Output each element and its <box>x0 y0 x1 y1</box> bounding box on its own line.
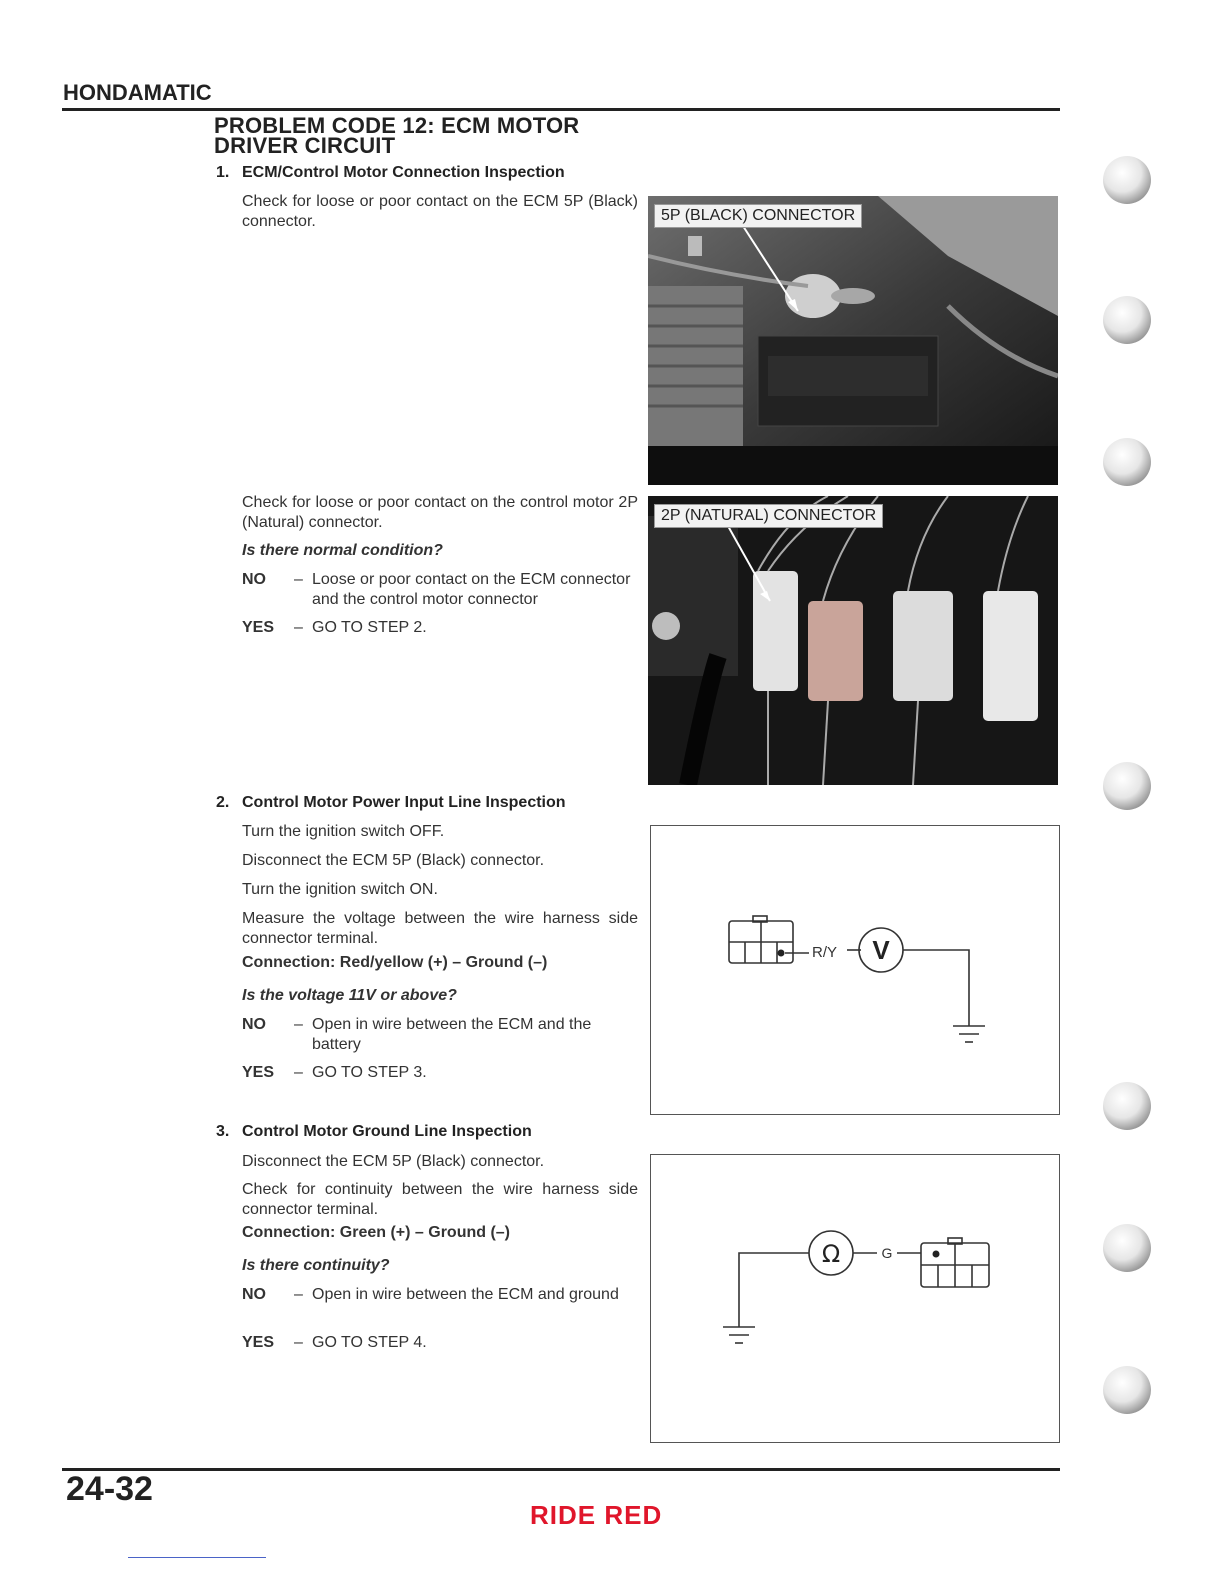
problem-title-line2: DRIVER CIRCUIT <box>214 133 396 158</box>
footer-brand-logo: RIDE RED <box>530 1500 663 1530</box>
photo-ecm-connector-image <box>648 196 1058 485</box>
problem-title <box>214 113 634 158</box>
binder-hole-icon <box>1103 762 1151 810</box>
photo-control-motor-connector-image <box>648 496 1058 785</box>
step3-title <box>216 1123 532 1141</box>
step1-question: Is there normal condition? <box>242 542 443 559</box>
step3-connection: Connection: Green (+) – Ground (–) <box>242 1224 511 1241</box>
page-number: 24-32 <box>66 1470 153 1508</box>
yes-text: GO TO STEP 4. <box>312 1334 427 1351</box>
no-label: NO <box>242 571 266 588</box>
step2-title <box>216 794 566 812</box>
photo1-label: 5P (BLACK) CONNECTOR <box>654 204 862 228</box>
photo-control-motor-connector <box>648 496 1058 785</box>
step1-text2: Check for loose or poor contact on the control motor 2P (Natural) connector. <box>242 494 638 531</box>
section-header: HONDAMATIC <box>63 80 212 105</box>
binder-hole-icon <box>1103 1366 1151 1414</box>
no-text: Open in wire between the ECM and the battery <box>312 1016 592 1053</box>
yes-label: YES <box>242 1334 275 1351</box>
continuity-test-diagram <box>650 1154 1060 1443</box>
step1-answer-no: NO – Loose or poor contact on the ECM connector and the control motor connector <box>242 570 638 610</box>
continuity-test-schematic <box>651 1155 1059 1442</box>
no-text: Open in wire between the ECM and ground <box>312 1286 619 1303</box>
step3-answer-yes: YES – GO TO STEP 4. <box>242 1333 638 1353</box>
voltmeter-icon: V <box>872 935 890 965</box>
footer-link-line <box>128 1557 266 1558</box>
step1-title <box>216 164 565 182</box>
photo2-label: 2P (NATURAL) CONNECTOR <box>654 504 883 528</box>
yes-label: YES <box>242 1064 275 1081</box>
binder-hole-icon <box>1103 1224 1151 1272</box>
step2-number: 2. <box>216 794 230 811</box>
step2-line4: Measure the voltage between the wire harness side connector terminal. <box>242 910 638 947</box>
no-label: NO <box>242 1016 266 1033</box>
step2-line2: Disconnect the ECM 5P (Black) connector. <box>242 852 545 869</box>
step3-number: 3. <box>216 1123 230 1140</box>
step2-line1: Turn the ignition switch OFF. <box>242 823 445 840</box>
step1-title-text: ECM/Control Motor Connection Inspection <box>242 164 565 181</box>
voltage-test-schematic <box>651 826 1059 1114</box>
step1-answer-yes: YES – GO TO STEP 2. <box>242 618 638 638</box>
binder-hole-icon <box>1103 296 1151 344</box>
yes-text: GO TO STEP 2. <box>312 619 427 636</box>
yes-text: GO TO STEP 3. <box>312 1064 427 1081</box>
diagram1-wire-label: R/Y <box>812 944 838 961</box>
step1-number: 1. <box>216 164 230 181</box>
ohmmeter-icon: Ω <box>821 1240 841 1268</box>
binder-hole-icon <box>1103 1082 1151 1130</box>
diagram2-wire-label: G <box>881 1245 893 1261</box>
voltage-test-diagram <box>650 825 1060 1115</box>
step3-answer-no: NO – Open in wire between the ECM and ground <box>242 1285 638 1305</box>
step3-line2: Check for continuity between the wire harness side connector terminal. <box>242 1181 638 1218</box>
yes-label: YES <box>242 619 275 636</box>
step2-title-text: Control Motor Power Input Line Inspection <box>242 794 566 811</box>
no-label: NO <box>242 1286 266 1303</box>
step2-line3: Turn the ignition switch ON. <box>242 881 438 898</box>
step3-question: Is there continuity? <box>242 1257 390 1274</box>
step2-answer-yes: YES – GO TO STEP 3. <box>242 1063 638 1083</box>
step2-question: Is the voltage 11V or above? <box>242 987 457 1004</box>
problem-title-line1: PROBLEM CODE 12: ECM MOTOR <box>214 113 580 138</box>
step2-connection: Connection: Red/yellow (+) – Ground (–) <box>242 954 548 971</box>
binder-hole-icon <box>1103 156 1151 204</box>
binder-hole-icon <box>1103 438 1151 486</box>
no-text: Loose or poor contact on the ECM connector and the control motor connector <box>312 571 631 608</box>
photo-ecm-connector <box>648 196 1058 485</box>
step3-line1: Disconnect the ECM 5P (Black) connector. <box>242 1153 545 1170</box>
step3-title-text: Control Motor Ground Line Inspection <box>242 1123 532 1140</box>
step2-answer-no: NO – Open in wire between the ECM and the battery <box>242 1015 638 1055</box>
footer-rule <box>62 1468 1060 1471</box>
step1-text1: Check for loose or poor contact on the ECM 5P (Black) connector. <box>242 193 638 230</box>
header-rule <box>62 108 1060 111</box>
